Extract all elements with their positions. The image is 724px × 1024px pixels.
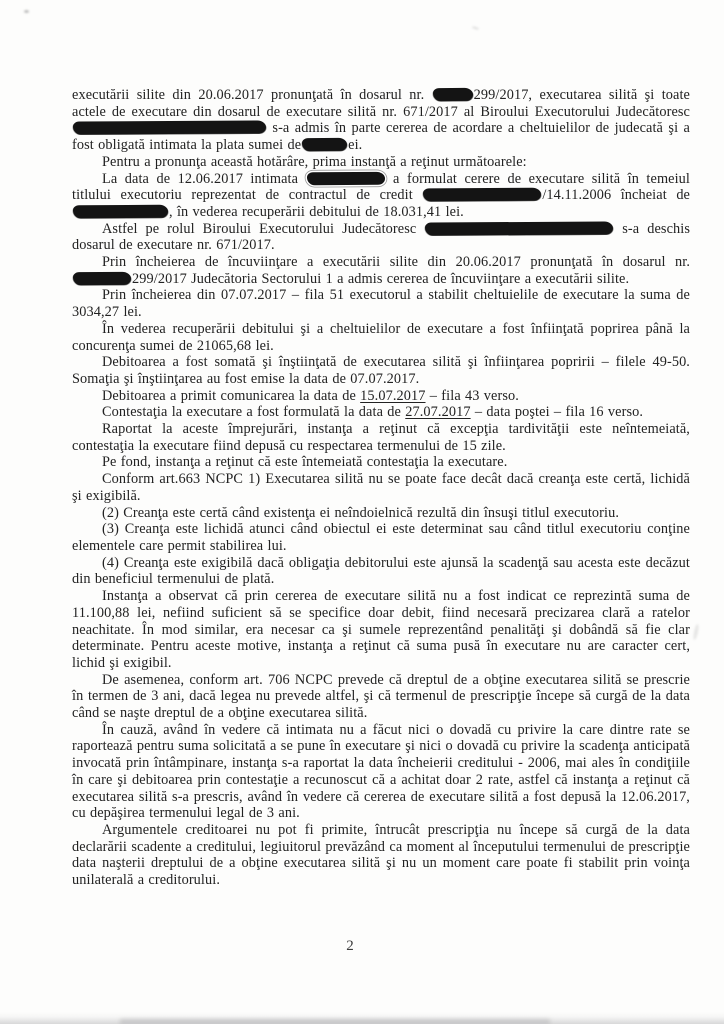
paragraph: Prin încheierea din 07.07.2017 – fila 51 executorul a stabilit cheltuielile de executare la suma de 3034,27 lei.	[72, 287, 690, 321]
paragraph: Conform art.663 NCPC 1) Executarea silită nu se poate face decât dacă creanţa este certă, lichidă şi exigibilă.	[72, 471, 690, 504]
redaction-bar	[423, 188, 541, 202]
scan-artifact-bottom-edge	[0, 1012, 724, 1024]
redaction-bar	[302, 138, 347, 151]
paragraph: De asemenea, conform art. 706 NCPC prevede că dreptul de a obţine executarea silită se prescrie în termen de 3 ani, dacă legea nu prevede altfel, şi că termenul de prescripţie începe să curgă de la data când se naşte dreptul de a obţine executarea silită.	[72, 671, 690, 722]
paragraph: (2) Creanţa este certă când existenţa ei neîndoielnică rezultă din însuşi titlul executoriu.	[102, 504, 619, 521]
scan-speck	[24, 10, 29, 13]
redaction-bar	[307, 171, 385, 184]
paragraph: Argumentele creditoarei nu pot fi primite, întrucât prescripţia nu începe să curgă de la data declarării scadente a creditului, legiuitorul prevăzând ca moment al începutului termenului de prescripţie data naşterii dreptului de a obţine executarea silită şi nu un moment care poate fi stabilit prin voinţa unilaterală a creditorului.	[72, 821, 690, 889]
paragraph: executării silite din 20.06.2017 pronunţată în dosarul nr. 299/2017, executarea silită şi toate actele de executare din dosarul de executare silită nr. 671/2017 al Biroului Executorului Judecătoresc s-a admis în parte cererea de acordare a cheltuielilor de judecată şi a fost obligată intimata la plata sumei de ei.	[72, 87, 690, 154]
paragraph: Debitoarea a primit comunicarea la data de 15.07.2017 – fila 43 verso.	[102, 387, 519, 404]
scan-speck	[692, 624, 699, 640]
underlined-date: 15.07.2017	[360, 387, 426, 404]
paragraph: Instanţa a observat că prin cererea de executare silită nu a fost indicat ce reprezintă suma de 11.100,88 lei, nefiind suficient să se specifice doar debit, fiind necesară precizarea clară a ratelor neachitate. În mod similar, era necesar ca şi sumele reprezentând penalităţi şi dobândă să fie clar determinate. Pentru aceste motive, instanţa a reţinut că suma pusă în executare nu are caracter cert, lichid şi exigibil.	[72, 588, 690, 671]
paragraph: Pentru a pronunţa această hotărâre, prima instanţă a reţinut următoarele:	[102, 153, 527, 170]
paragraph: În vederea recuperării debitului şi a cheltuielilor de executare a fost înfiinţată poprirea până la concurenţa sumei de 21065,68 lei.	[72, 320, 690, 354]
page-number: 2	[346, 938, 354, 954]
scan-speck	[472, 26, 479, 30]
redaction-bar	[433, 88, 473, 101]
paragraph: La data de 12.06.2017 intimata a formulat cerere de executare silită în temeiul titlului executoriu reprezentat de contractul de credit /14.11.2006 încheiat de, în vederea recuperării debitului de 18.031,41 lei.	[72, 170, 691, 220]
paragraph: Debitoarea a fost somată şi înştiinţată de executarea silită şi înfiinţarea popririi – filele 49-50. Somaţia şi înştiinţarea au fost emise la data de 07.07.2017.	[72, 354, 690, 387]
redaction-bar	[73, 121, 266, 135]
document-body	[72, 87, 690, 889]
paragraph: Raportat la aceste împrejurări, instanţa a reţinut că excepţia tardivităţii este neîntemeiată, contestaţia la executare fiind depusă cu respectarea termenului de 15 zile.	[72, 421, 690, 454]
paragraph: Astfel pe rolul Biroului Executorului Judecătoresc s-a deschis dosarul de executare nr. 671/2017.	[72, 220, 690, 254]
paragraph: (4) Creanţa este exigibilă dacă obligaţia debitorului este ajunsă la scadenţă sau acesta este decăzut din beneficiul termenului de plată.	[72, 554, 690, 588]
redaction-bar	[425, 221, 613, 235]
paragraph: În cauză, având în vedere că intimata nu a făcut nici o dovadă cu privire la care dintre rate se raportează pentru suma solicitată a se pune în executare şi nici o dovadă cu privire la scadenţa anticipată invocată prin întâmpinare, instanţa s-a raportat la data încheierii creditului - 2006, mai ales în condiţiile în care şi debitoarea prin contestaţie a recunoscut că a achitat doar 2 rate, astfel că instanţa a reţinut că executarea silită s-a prescris, având în vedere că cererea de executare silită a fost depusă la 12.06.2017, cu depăşirea termenului legal de 3 ani.	[72, 721, 690, 822]
paragraph: (3) Creanţa este lichidă atunci când obiectul ei este determinat sau când titlul executoriu conţine elementele care permit stabilirea lui.	[72, 521, 690, 554]
redaction-bar	[73, 205, 168, 219]
underlined-date: 27.07.2017	[405, 404, 471, 421]
paragraph: Contestaţia la executare a fost formulată la data de 27.07.2017 – data poştei – fila 16 verso.	[102, 404, 644, 421]
paragraph: Pe fond, instanţa a reţinut că este întemeiată contestaţia la executare.	[102, 454, 508, 471]
redaction-bar	[73, 272, 131, 285]
paragraph: Prin încheierea de încuviinţare a executării silite din 20.06.2017 pronunţată în dosarul nr. 299/2017 Judecătoria Sectorului 1 a admis cererea de încuviinţare a executării silite.	[72, 254, 690, 287]
